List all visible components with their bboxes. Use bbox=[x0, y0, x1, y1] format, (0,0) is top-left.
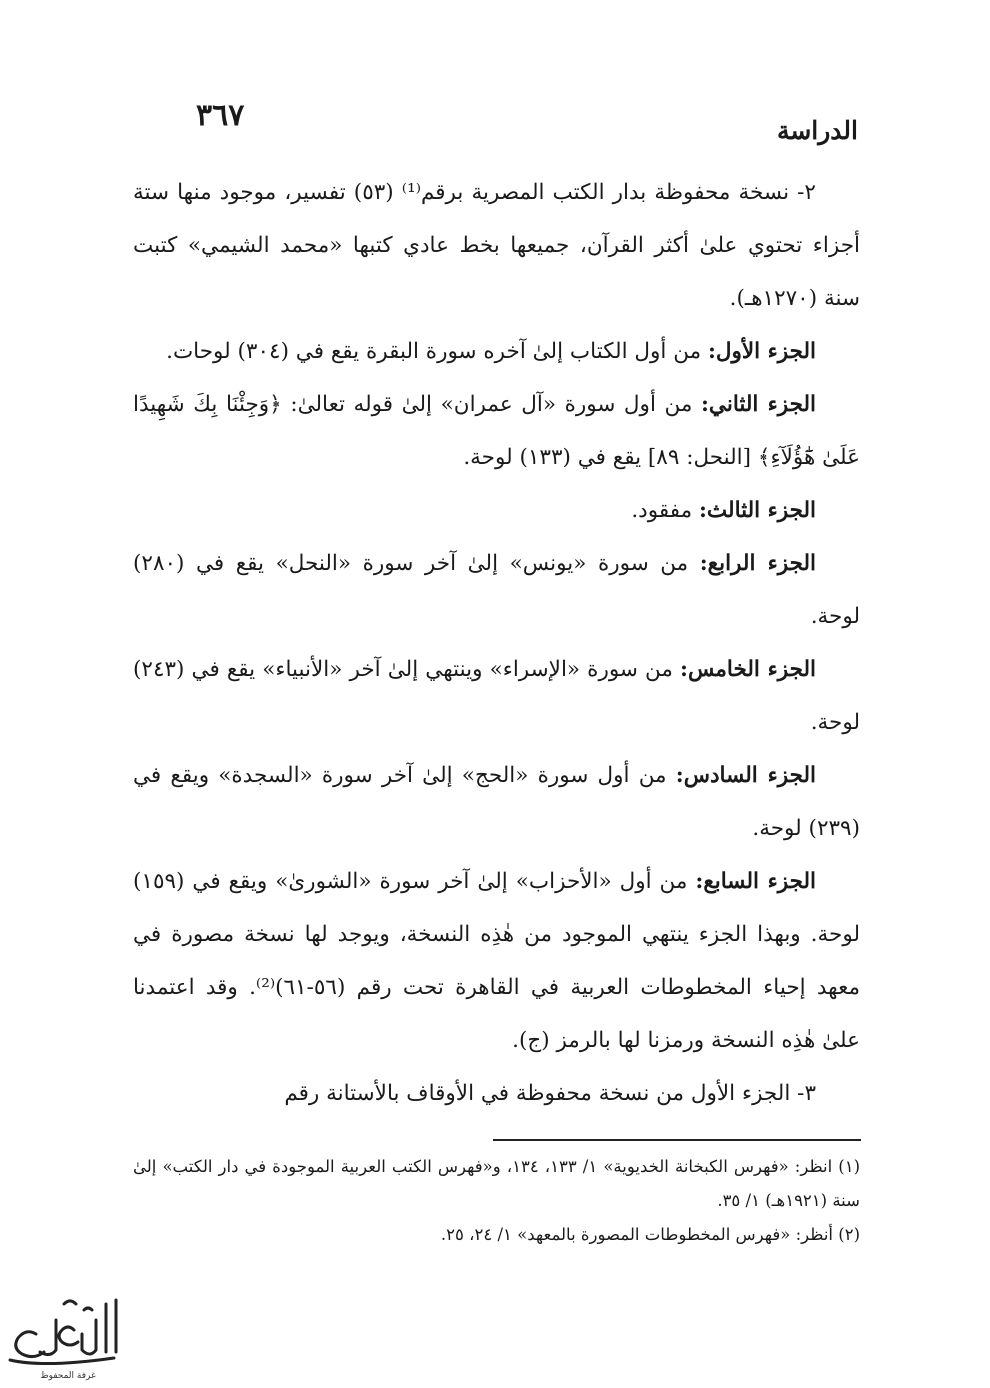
logo-subtext: غرفة المحفوظ bbox=[40, 1371, 96, 1381]
part-label: الجزء الثالث: bbox=[698, 498, 816, 523]
footnote-1: (١) انظر: «فهرس الكبخانة الخديوية» ١/ ١٣٣، ١٣٤، و«فهرس الكتب العربية الموجودة في دار الكتب» إلىٰ سنة (١٩٢١هـ) ١/ ٣٥. bbox=[133, 1157, 861, 1210]
paragraph-part-1: الجزء الأول: من أول الكتاب إلىٰ آخره سورة البقرة يقع في (٣٠٤) لوحات. bbox=[133, 325, 860, 378]
part-label: الجزء السادس: bbox=[675, 763, 816, 788]
paragraph-part-7: الجزء السابع: من أول «الأحزاب» إلىٰ آخر سورة «الشورىٰ» ويقع في (١٥٩) لوحة. وبهذا الجزء ينتهي الموجود من هٰذِه النسخة، ويوجد لها نسخة مصورة في معهد إحياء المخطوطات العربية في القاهرة تحت رقم (٥٦-٦١)⁽²⁾. وقد اعتمدنا علىٰ هٰذِه النسخة ورمزنا لها بالرمز (ج). bbox=[133, 869, 860, 1053]
part-label: الجزء الرابع: bbox=[699, 551, 817, 576]
page-number: ٣٦٧ bbox=[196, 98, 245, 133]
publisher-logo-icon bbox=[4, 1290, 122, 1382]
paragraph-part-4: الجزء الرابع: من سورة «يونس» إلىٰ آخر سورة «النحل» يقع في (٢٨٠) لوحة. bbox=[133, 551, 860, 629]
part-label: الجزء الثاني: bbox=[700, 392, 817, 417]
running-head: الدراسة bbox=[776, 116, 858, 145]
part-label: الجزء الأول: bbox=[707, 339, 816, 364]
paragraph-part-5: الجزء الخامس: من سورة «الإسراء» وينتهي إلىٰ آخر «الأنبياء» يقع في (٢٤٣) لوحة. bbox=[133, 657, 860, 735]
part-label: الجزء الخامس: bbox=[680, 657, 816, 682]
paragraph-part-6: الجزء السادس: من أول سورة «الحج» إلىٰ آخر سورة «السجدة» ويقع في (٢٣٩) لوحة. bbox=[133, 763, 860, 841]
footnote-divider bbox=[493, 1139, 861, 1141]
page-header bbox=[130, 98, 860, 148]
part-label: الجزء السابع: bbox=[695, 869, 816, 894]
paragraph-part-3: الجزء الثالث: مفقود. bbox=[133, 484, 860, 537]
footnote-2: (٢) أنظر: «فهرس المخطوطات المصورة بالمعهد» ١/ ٢٤، ٢٥. bbox=[440, 1225, 860, 1244]
paragraph-part-2: الجزء الثاني: من أول سورة «آل عمران» إلىٰ قوله تعالىٰ: ﴿وَجِئْنَا بِكَ شَهِيدًا عَلَىٰ هَٰٓؤُلَآءِ﴾ [النحل: ٨٩] يقع في (١٣٣) لوحة. bbox=[133, 392, 860, 470]
body-text bbox=[133, 166, 860, 1120]
paragraph-manuscript-3: ٣- الجزء الأول من نسخة محفوظة في الأوقاف بالأستانة رقم bbox=[284, 1081, 816, 1106]
paragraph-manuscript-2: ٢- نسخة محفوظة بدار الكتب المصرية برقم⁽¹⁾ (٥٣) تفسير، موجود منها ستة أجزاء تحتوي علىٰ أكثر القرآن، جميعها بخط عادي كتبها «محمد الشيمي» كتبت سنة (١٢٧٠هـ). bbox=[133, 180, 860, 311]
footnotes bbox=[133, 1150, 860, 1252]
